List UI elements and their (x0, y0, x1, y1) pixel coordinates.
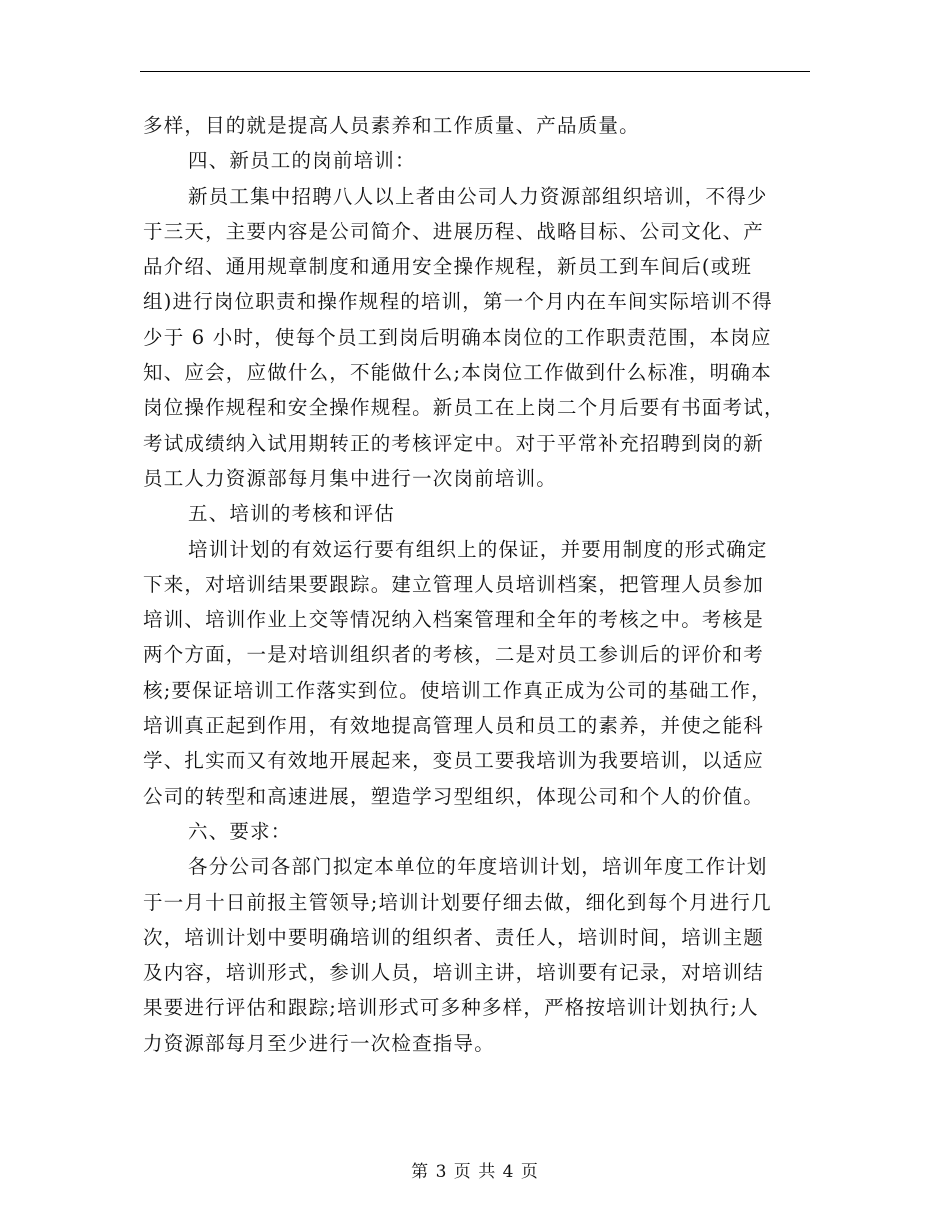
paragraph-line: 于三天，主要内容是公司简介、进展历程、战略目标、公司文化、产 (143, 219, 765, 243)
paragraph-line: 组)进行岗位职责和操作规程的培训，第一个月内在车间实际培训不得 (143, 290, 773, 314)
paragraph-line-indented: 培训计划的有效运行要有组织上的保证，并要用制度的形式确定 (188, 537, 768, 561)
paragraph-line: 考试成绩纳入试用期转正的考核评定中。对于平常补充招聘到岗的新 (143, 431, 765, 455)
header-rule (140, 71, 810, 72)
paragraph-line: 培训、培训作业上交等情况纳入档案管理和全年的考核之中。考核是 (143, 608, 765, 632)
paragraph-line: 知、应会，应做什么，不能做什么;本岗位工作做到什么标准，明确本 (143, 361, 772, 385)
document-body (143, 108, 810, 1061)
paragraph-line-indented: 四、新员工的岗前培训： (188, 149, 416, 173)
paragraph-line: 力资源部每月至少进行一次检查指导。 (143, 1031, 495, 1055)
paragraph-line-indented: 五、培训的考核和评估 (188, 502, 396, 526)
paragraph-line: 培训真正起到作用，有效地提高管理人员和员工的素养，并使之能科 (143, 714, 765, 738)
paragraph-line-indented: 各分公司各部门拟定本单位的年度培训计划，培训年度工作计划 (188, 855, 768, 879)
paragraph-line: 两个方面，一是对培训组织者的考核，二是对员工参训后的评价和考 (143, 643, 765, 667)
paragraph-line: 品介绍、通用规章制度和通用安全操作规程，新员工到车间后(或班 (143, 255, 753, 279)
paragraph-line: 次，培训计划中要明确培训的组织者、责任人，培训时间，培训主题 (143, 925, 765, 949)
paragraph-line: 多样，目的就是提高人员素养和工作质量、产品质量。 (143, 114, 640, 137)
paragraph-line-indented: 六、要求： (188, 819, 292, 843)
paragraph-line: 学、扎实而又有效地开展起来，变员工要我培训为我要培训，以适应 (143, 749, 765, 773)
paragraph-line: 员工人力资源部每月集中进行一次岗前培训。 (143, 466, 558, 490)
paragraph-line-indented: 新员工集中招聘八人以上者由公司人力资源部组织培训，不得少 (188, 184, 768, 208)
page-number: 第 3 页 共 4 页 (411, 1162, 539, 1182)
paragraph-line: 少于 6 小时，使每个员工到岗后明确本岗位的工作职责范围，本岗应 (143, 325, 772, 349)
paragraph-line: 果要进行评估和跟踪;培训形式可多种多样，严格按培训计划执行;人 (143, 996, 759, 1020)
paragraph-line: 核;要保证培训工作落实到位。使培训工作真正成为公司的基础工作， (143, 678, 772, 702)
paragraph-line: 岗位操作规程和安全操作规程。新员工在上岗二个月后要有书面考试， (143, 396, 785, 420)
paragraph-line: 于一月十日前报主管领导;培训计划要仔细去做，细化到每个月进行几 (143, 890, 772, 914)
paragraph-line: 及内容，培训形式，参训人员，培训主讲，培训要有记录，对培训结 (143, 961, 765, 985)
paragraph-line: 下来，对培训结果要跟踪。建立管理人员培训档案，把管理人员参加 (143, 572, 765, 596)
paragraph-line: 公司的转型和高速进展，塑造学习型组织，体现公司和个人的价值。 (143, 784, 765, 808)
